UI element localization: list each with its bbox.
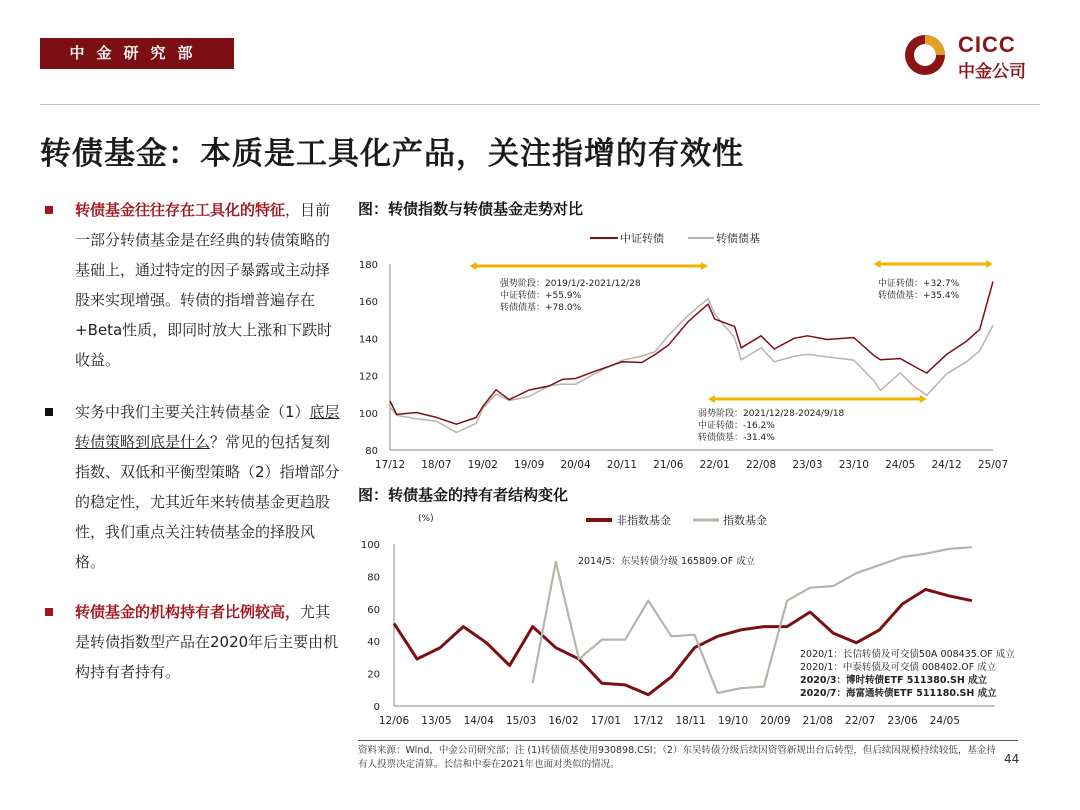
- annotation-2020: 2020/1：长信转债及可交债50A 008435.OF 成立: [800, 649, 1015, 660]
- page-title: 转债基金：本质是工具化产品，关注指增的有效性: [40, 136, 744, 172]
- x-tick-label: 17/12: [374, 459, 406, 471]
- series-line-index: [390, 282, 993, 425]
- source-note: 资料来源：Wind，中金公司研究部；注 (1)转债债基使用930898.CSI；（2）东吴转债分级后续因资管新规出台后转型，但后续因规模持续较低，基金持有人投票决定清算。长信和中泰在2021年也面对类似的情况。: [358, 745, 996, 770]
- annotation-2020: 2020/1：中泰转债及可交债 008402.OF 成立: [800, 662, 997, 673]
- x-tick-label: 24/05: [885, 459, 916, 471]
- x-tick-label: 22/07: [845, 715, 876, 727]
- annotation-weak-phase: 转债债基：-31.4%: [698, 433, 775, 443]
- bullet-2: [43, 397, 343, 577]
- annotation-weak-phase: 中证转债：-16.2%: [698, 421, 775, 431]
- source-divider: [358, 740, 1018, 741]
- bullet-2-text-a: 实务中我们主要关注转债基金（1）: [75, 403, 310, 421]
- y-axis-unit: (%): [418, 514, 434, 524]
- legend-label-index: 中证转债: [620, 232, 664, 245]
- annotation-strong-phase: 中证转债：+55.9%: [500, 291, 582, 301]
- x-tick-label: 14/04: [463, 715, 494, 727]
- x-tick-label: 21/06: [653, 459, 684, 471]
- department-tag: 中金研究部: [40, 38, 234, 69]
- phase-arrow-head: [708, 395, 715, 403]
- y-tick-label: 180: [358, 260, 378, 271]
- bullet-marker: [45, 408, 53, 416]
- x-tick-label: 18/11: [675, 715, 706, 727]
- x-tick-label: 20/09: [760, 715, 791, 727]
- header-divider: [40, 104, 1040, 105]
- annotation-strong-phase: 转债债基：+78.0%: [500, 303, 582, 313]
- y-tick-label: 60: [367, 604, 380, 616]
- x-tick-label: 20/04: [560, 459, 591, 471]
- x-tick-label: 23/03: [792, 459, 823, 471]
- annotation-2014: 2014/5：东吴转债分级 165809.OF 成立: [578, 556, 756, 567]
- x-tick-label: 21/08: [802, 715, 833, 727]
- annotation-strong-phase: 强势阶段：2019/1/2-2021/12/28: [500, 279, 641, 289]
- y-tick-label: 120: [358, 371, 378, 383]
- x-tick-label: 23/06: [887, 715, 918, 727]
- annotation-recent: 转债债基：+35.4%: [878, 291, 960, 301]
- logo-text-en: CICC: [958, 32, 1016, 57]
- cicc-logo: [902, 30, 1047, 80]
- x-tick-label: 24/12: [931, 459, 962, 471]
- x-tick-label: 22/01: [699, 459, 730, 471]
- y-tick-label: 100: [360, 540, 380, 551]
- chart-index-vs-fund: [350, 222, 1020, 480]
- legend-label-index: 指数基金: [723, 514, 767, 527]
- bullet-2-text-b: ？常见的包括复刻指数、双低和平衡型策略（2）指增部分的稳定性，尤其近年来转债基金更趋股性，我们重点关注转债基金的择股风格。: [75, 433, 340, 571]
- x-tick-label: 19/09: [514, 459, 545, 471]
- bullet-marker: [45, 206, 53, 214]
- y-tick-label: 80: [365, 446, 378, 457]
- bullet-marker: [45, 608, 53, 616]
- y-tick-label: 140: [358, 334, 378, 346]
- x-tick-label: 22/08: [745, 459, 777, 471]
- annotation-2020: 2020/3：博时转债ETF 511380.SH 成立: [800, 675, 988, 686]
- bullet-3: [43, 597, 343, 687]
- annotation-weak-phase: 弱势阶段：2021/12/28-2024/9/18: [698, 409, 845, 419]
- y-tick-label: 100: [358, 408, 378, 420]
- bullet-2-underlined: 底层转债策略到底是什么: [75, 403, 340, 451]
- x-tick-label: 18/07: [421, 459, 452, 471]
- x-tick-label: 16/02: [548, 715, 579, 727]
- bullet-1-text: ，目前一部分转债基金是在经典的转债策略的基础上，通过特定的因子暴露或主动择股来实现增强。转债的指增普遍存在+Beta性质，即同时放大上涨和下跌时收益。: [75, 201, 333, 369]
- x-tick-label: 19/02: [467, 459, 498, 471]
- cicc-logo-icon: [902, 32, 952, 78]
- bullet-1: [43, 195, 343, 375]
- y-tick-label: 160: [358, 297, 378, 309]
- chart2-title: 图：转债基金的持有者结构变化: [358, 486, 569, 504]
- x-tick-label: 17/12: [633, 715, 664, 727]
- x-tick-label: 19/10: [717, 715, 749, 727]
- page-number: 44: [1004, 752, 1020, 766]
- x-tick-label: 24/05: [929, 715, 961, 727]
- annotation-recent: 中证转债：+32.7%: [878, 279, 960, 289]
- x-tick-label: 20/11: [606, 459, 638, 471]
- y-tick-label: 80: [367, 572, 380, 584]
- x-tick-label: 12/06: [378, 715, 410, 727]
- x-tick-label: 17/01: [590, 715, 622, 727]
- y-tick-label: 20: [367, 669, 380, 681]
- bullet-3-text: 尤其是转债指数型产品在2020年后主要由机构持有者持有。: [75, 603, 339, 681]
- chart-holder-structure: [350, 508, 1050, 730]
- chart1-title: 图：转债指数与转债基金走势对比: [358, 200, 584, 218]
- logo-text-cn: 中金公司: [958, 62, 1026, 82]
- phase-arrow-head: [920, 395, 927, 403]
- phase-arrow-head: [986, 260, 993, 268]
- bullet-1-highlight: 转债基金往往存在工具化的特征: [75, 201, 286, 219]
- annotation-2020: 2020/7：海富通转债ETF 511180.SH 成立: [800, 688, 997, 699]
- phase-arrow-head: [874, 260, 881, 268]
- legend-label-nonindex: 非指数基金: [616, 514, 671, 527]
- x-tick-label: 23/10: [838, 459, 869, 471]
- x-tick-label: 13/05: [421, 715, 452, 727]
- x-tick-label: 15/03: [506, 715, 537, 727]
- legend-label-fund: 转债债基: [716, 232, 760, 245]
- bullet-3-highlight: 转债基金的机构持有者比例较高，: [75, 603, 301, 621]
- y-tick-label: 40: [367, 637, 380, 649]
- phase-arrow-head: [470, 262, 477, 270]
- phase-arrow-head: [701, 262, 708, 270]
- y-tick-label: 0: [373, 702, 380, 713]
- x-tick-label: 25/07: [977, 459, 1009, 471]
